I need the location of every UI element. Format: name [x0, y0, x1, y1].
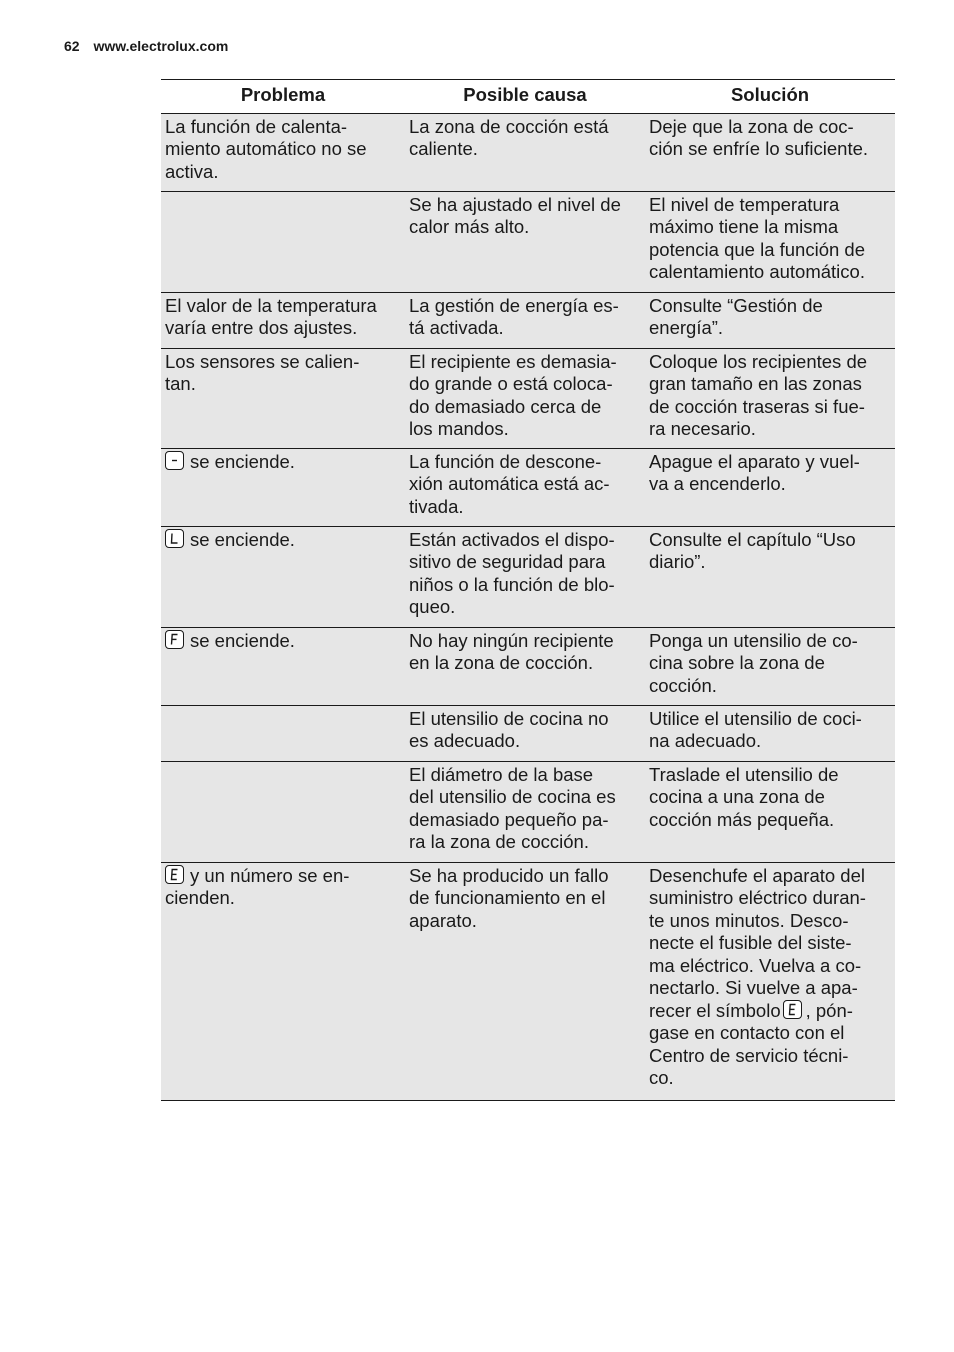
- table-row: [161, 627, 895, 705]
- solution-cell: [645, 292, 895, 348]
- table-row: [161, 761, 895, 862]
- problem-cell: [161, 191, 405, 292]
- solution-text: El nivel de temperatura máximo tiene la misma potencia que la función de calentamiento automático.: [649, 193, 866, 282]
- solution-text-before-icon: Desenchufe el aparato del suministro eléctrico duran- te unos minutos. Desco- necte el fusible del siste- ma eléctrico. Vuelva a co- nectarlo. Si vuelve a apa- recer el símbolo: [649, 864, 866, 1021]
- cause-cell: [405, 627, 645, 705]
- column-header-solution: Solución: [645, 80, 895, 114]
- cause-text: El recipiente es demasia- do grande o está coloca- do demasiado cerca de los mandos.: [409, 350, 617, 439]
- problem-cell: [161, 348, 405, 448]
- website-url: www.electrolux.com: [93, 38, 229, 54]
- problem-cell: [161, 862, 405, 1100]
- problem-text: se enciende.: [190, 528, 295, 550]
- solution-text: Coloque los recipientes de gran tamaño en las zonas de cocción traseras si fue- ra necesario.: [649, 350, 868, 439]
- solution-text: Deje que la zona de coc- ción se enfríe lo suficiente.: [649, 115, 869, 159]
- cause-cell: [405, 292, 645, 348]
- cause-text: La zona de cocción está caliente.: [409, 115, 609, 159]
- cause-cell: [405, 526, 645, 627]
- problem-cell: [161, 627, 405, 705]
- F-display-icon: [165, 630, 184, 649]
- solution-text: Consulte el capítulo “Uso diario”.: [649, 528, 856, 572]
- problem-text: y un número se en- cienden.: [165, 864, 350, 908]
- cause-cell: [405, 761, 645, 862]
- problem-cell: [161, 705, 405, 761]
- solution-text: Traslade el utensilio de cocina a una zona de cocción más pequeña.: [649, 763, 839, 830]
- problem-cell: [161, 113, 405, 191]
- troubleshooting-table: [161, 79, 895, 1101]
- table-row: [161, 348, 895, 448]
- solution-text: Utilice el utensilio de coci- na adecuado.: [649, 707, 862, 751]
- E-display-icon: [783, 1000, 802, 1019]
- cause-text: Se ha producido un fallo de funcionamiento en el aparato.: [409, 864, 609, 931]
- problem-text: se enciende.: [190, 629, 295, 651]
- cause-cell: [405, 191, 645, 292]
- page-number: 62: [64, 38, 80, 54]
- table-row: [161, 448, 895, 526]
- solution-text-after-icon: , pón- gase en contacto con el Centro de servicio técni- co.: [649, 999, 853, 1088]
- column-header-problem: Problema: [161, 80, 405, 114]
- problem-cell: [161, 526, 405, 627]
- column-header-cause: Posible causa: [405, 80, 645, 114]
- cause-text: La gestión de energía es- tá activada.: [409, 294, 619, 338]
- table-row: [161, 862, 895, 1100]
- table-row: [161, 292, 895, 348]
- solution-text: Apague el aparato y vuel- va a encenderlo.: [649, 450, 860, 494]
- solution-cell: [645, 761, 895, 862]
- solution-cell: [645, 448, 895, 526]
- cause-cell: [405, 705, 645, 761]
- solution-cell: [645, 862, 895, 1100]
- solution-cell: [645, 191, 895, 292]
- solution-cell: [645, 627, 895, 705]
- table-row: [161, 113, 895, 191]
- table-header-row: [161, 80, 895, 114]
- problem-text: se enciende.: [190, 450, 295, 472]
- cause-cell: [405, 862, 645, 1100]
- solution-cell: [645, 113, 895, 191]
- solution-cell: [645, 526, 895, 627]
- solution-text: Consulte “Gestión de energía”.: [649, 294, 823, 338]
- cause-text: Se ha ajustado el nivel de calor más alto.: [409, 193, 621, 237]
- table-row: [161, 191, 895, 292]
- cause-cell: [405, 113, 645, 191]
- E-display-icon: [165, 865, 184, 884]
- problem-cell: [161, 292, 405, 348]
- problem-text: El valor de la temperatura varía entre dos ajustes.: [165, 294, 377, 338]
- problem-cell: [161, 448, 405, 526]
- cause-cell: [405, 348, 645, 448]
- cause-text: No hay ningún recipiente en la zona de cocción.: [409, 629, 614, 673]
- solution-cell: [645, 705, 895, 761]
- problem-cell: [161, 761, 405, 862]
- table-row: [161, 705, 895, 761]
- page-header: [64, 38, 228, 54]
- cause-text: El utensilio de cocina no es adecuado.: [409, 707, 609, 751]
- cause-text: El diámetro de la base del utensilio de cocina es demasiado pequeño pa- ra la zona de cocción.: [409, 763, 616, 852]
- problem-text: Los sensores se calien- tan.: [165, 350, 360, 394]
- cause-cell: [405, 448, 645, 526]
- dash-display-icon: [165, 451, 184, 470]
- L-display-icon: [165, 529, 184, 548]
- solution-text: Ponga un utensilio de co- cina sobre la zona de cocción.: [649, 629, 858, 696]
- cause-text: Están activados el dispo- sitivo de seguridad para niños o la función de blo- queo.: [409, 528, 615, 617]
- table-row: [161, 526, 895, 627]
- cause-text: La función de descone- xión automática está ac- tivada.: [409, 450, 610, 517]
- solution-cell: [645, 348, 895, 448]
- problem-text: La función de calenta- miento automático no se activa.: [165, 115, 367, 182]
